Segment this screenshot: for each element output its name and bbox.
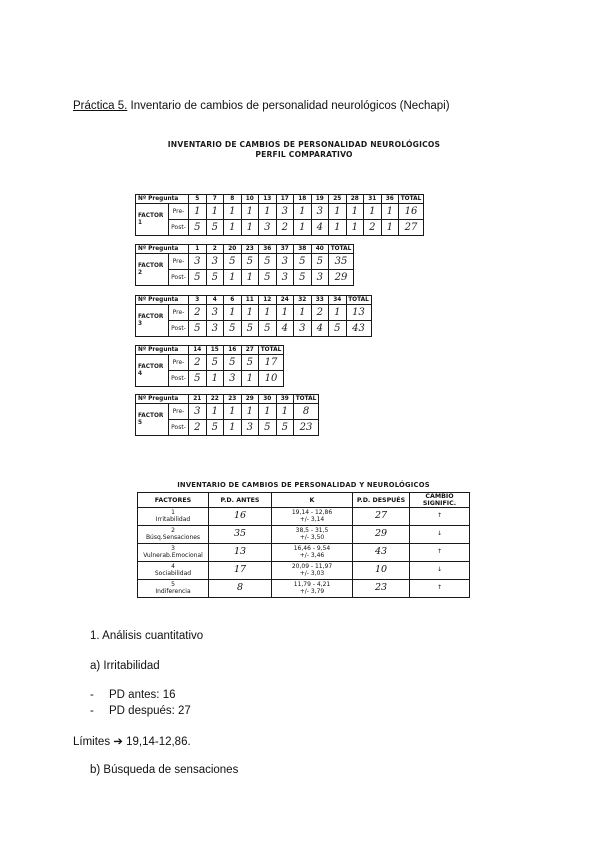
question-number: 7 (206, 195, 224, 204)
factor-cell (138, 508, 209, 526)
k-range: 16,46 - 9,54 (293, 545, 331, 552)
pre-score: 5 (241, 254, 259, 270)
post-score: 1 (206, 371, 224, 387)
question-number: 23 (224, 395, 242, 404)
pd-antes-cell: 35 (209, 526, 272, 544)
post-label: Post- (169, 270, 189, 286)
factor-cell (138, 544, 209, 562)
post-label: Post- (169, 220, 189, 236)
post-score: 1 (381, 220, 399, 236)
question-number: 13 (259, 195, 277, 204)
post-score: 1 (346, 220, 364, 236)
post-score: 3 (311, 270, 329, 286)
factor-number: 2 (171, 527, 175, 534)
total-pre: 13 (346, 305, 371, 321)
factor-cell (138, 526, 209, 544)
question-number: 34 (329, 296, 347, 305)
pre-score: 3 (276, 204, 294, 220)
pre-score: 1 (206, 204, 224, 220)
question-number: 18 (294, 195, 312, 204)
pre-score: 1 (189, 204, 207, 220)
pre-score: 1 (294, 305, 312, 321)
k-margin: +/- 3,46 (299, 551, 325, 559)
summary-row (138, 580, 470, 598)
k-range: 19,14 - 12,86 (291, 509, 333, 516)
post-score: 3 (224, 371, 242, 387)
pd-antes-cell: 8 (209, 580, 272, 598)
change-arrow-icon: ↑ (410, 580, 470, 598)
question-number-label: Nº Pregunta (136, 296, 189, 305)
post-score: 2 (189, 420, 207, 436)
factor-cell (138, 580, 209, 598)
total-post: 27 (399, 220, 424, 236)
question-number: 32 (294, 296, 312, 305)
pd-antes-cell: 16 (209, 508, 272, 526)
k-range: 11,79 - 4,21 (293, 581, 331, 588)
question-number: 38 (294, 245, 312, 254)
pre-label: Pre- (169, 204, 189, 220)
factor-label: FACTOR 2 (136, 254, 169, 286)
pre-score: 2 (189, 305, 207, 321)
subsection-sensation-seeking: b) Búsqueda de sensaciones (90, 764, 239, 776)
factor-table (135, 194, 424, 236)
total-pre: 35 (329, 254, 354, 270)
pd-despues-cell: 23 (353, 580, 410, 598)
post-score: 5 (189, 371, 207, 387)
question-number: 37 (276, 245, 294, 254)
post-score: 5 (294, 270, 312, 286)
post-score: 5 (206, 220, 224, 236)
question-number: 24 (276, 296, 294, 305)
post-score: 4 (311, 220, 329, 236)
post-score: 3 (294, 321, 312, 337)
scanned-profile-image (119, 126, 489, 440)
post-score: 1 (241, 220, 259, 236)
question-number: 23 (241, 245, 259, 254)
question-number-label: Nº Pregunta (136, 195, 189, 204)
total-label: TOTAL (259, 346, 284, 355)
question-number: 2 (206, 245, 224, 254)
total-label: TOTAL (346, 296, 371, 305)
pre-score: 5 (224, 254, 242, 270)
post-score: 1 (241, 371, 259, 387)
pd-before-text: PD antes: 16 (109, 689, 176, 701)
col-header-cambio: CAMBIO SIGNIFIC. (410, 493, 470, 508)
change-arrow-icon: ↑ (410, 544, 470, 562)
question-number: 19 (311, 195, 329, 204)
factor-number: 3 (171, 545, 175, 552)
question-number: 8 (224, 195, 242, 204)
list-item: - PD después: 27 (90, 705, 191, 717)
total-pre: 17 (259, 355, 284, 371)
post-label: Post- (169, 371, 189, 387)
scan-summary-title: INVENTARIO DE CAMBIOS DE PERSONALIDAD Y NEUROLÓGICOS (177, 481, 430, 489)
pre-score: 1 (224, 204, 242, 220)
pre-score: 1 (276, 404, 294, 420)
k-margin: +/- 3,50 (299, 533, 325, 541)
pre-score: 1 (276, 305, 294, 321)
summary-table (137, 492, 470, 598)
post-score: 1 (241, 270, 259, 286)
pre-score: 1 (259, 305, 277, 321)
question-number-label: Nº Pregunta (136, 346, 189, 355)
total-pre: 8 (294, 404, 319, 420)
question-number-label: Nº Pregunta (136, 395, 189, 404)
pre-score: 1 (259, 204, 277, 220)
post-score: 2 (364, 220, 382, 236)
pre-score: 1 (241, 404, 259, 420)
question-number-label: Nº Pregunta (136, 245, 189, 254)
post-score: 1 (224, 420, 242, 436)
question-number: 40 (311, 245, 329, 254)
post-score: 5 (329, 321, 347, 337)
factor-label: FACTOR 4 (136, 355, 169, 387)
col-header-pd-despues: P.D. DESPUÉS (353, 493, 410, 508)
pd-after-text: PD después: 27 (109, 705, 191, 717)
post-score: 5 (189, 321, 207, 337)
question-number: 25 (329, 195, 347, 204)
question-number: 31 (364, 195, 382, 204)
factor-number: 4 (171, 563, 175, 570)
factor-table (135, 244, 354, 286)
factor-table (135, 295, 372, 337)
k-cell (272, 508, 353, 526)
pre-score: 1 (329, 204, 347, 220)
practice-heading (73, 100, 450, 112)
total-pre: 16 (399, 204, 424, 220)
pre-score: 3 (311, 204, 329, 220)
question-number: 3 (189, 296, 207, 305)
summary-row (138, 508, 470, 526)
factor-name: Irritabilidad (155, 515, 191, 523)
question-number: 39 (276, 395, 294, 404)
pre-score: 5 (311, 254, 329, 270)
factor-label: FACTOR 3 (136, 305, 169, 337)
pre-score: 5 (206, 355, 224, 371)
pre-score: 2 (311, 305, 329, 321)
pd-antes-cell: 13 (209, 544, 272, 562)
post-label: Post- (169, 321, 189, 337)
pre-score: 2 (189, 355, 207, 371)
question-number: 17 (276, 195, 294, 204)
list-item: - PD antes: 16 (90, 689, 176, 701)
pd-despues-cell: 29 (353, 526, 410, 544)
col-header-factores: FACTORES (138, 493, 209, 508)
post-score: 5 (259, 270, 277, 286)
pd-despues-cell: 10 (353, 562, 410, 580)
k-cell (272, 526, 353, 544)
factor-name: Vulnerab.Emocional (143, 551, 203, 559)
pre-score: 3 (189, 254, 207, 270)
factor-name: Búsq.Sensaciones (145, 533, 201, 541)
question-number: 20 (224, 245, 242, 254)
subsection-irritability: a) Irritabilidad (90, 660, 160, 672)
post-score: 5 (189, 270, 207, 286)
post-label: Post- (169, 420, 189, 436)
pre-score: 1 (241, 204, 259, 220)
post-score: 5 (276, 420, 294, 436)
post-score: 3 (276, 270, 294, 286)
post-score: 5 (224, 321, 242, 337)
factor-name: Indiferencia (155, 587, 191, 595)
summary-row (138, 544, 470, 562)
post-score: 2 (276, 220, 294, 236)
post-score: 5 (259, 321, 277, 337)
practice-title: Inventario de cambios de personalidad neurológicos (Nechapi) (130, 100, 450, 112)
post-score: 5 (206, 270, 224, 286)
question-number: 4 (206, 296, 224, 305)
post-score: 5 (241, 321, 259, 337)
pre-label: Pre- (169, 305, 189, 321)
factor-name: Sociabilidad (154, 569, 192, 577)
change-arrow-icon: ↑ (410, 508, 470, 526)
factor-label: FACTOR 1 (136, 204, 169, 236)
question-number: 21 (189, 395, 207, 404)
factor-number: 5 (171, 581, 175, 588)
question-number: 16 (224, 346, 242, 355)
factor-cell (138, 562, 209, 580)
question-number: 36 (259, 245, 277, 254)
scan-title-2: PERFIL COMPARATIVO (255, 150, 353, 159)
k-margin: +/- 3,14 (299, 515, 325, 523)
change-arrow-icon: ↓ (410, 562, 470, 580)
pre-score: 5 (224, 355, 242, 371)
total-post: 23 (294, 420, 319, 436)
factor-table (135, 394, 319, 436)
scan-title-1: INVENTARIO DE CAMBIOS DE PERSONALIDAD NEUROLÓGICOS (167, 140, 441, 149)
question-number: 27 (241, 346, 259, 355)
post-score: 5 (259, 420, 277, 436)
pre-score: 1 (206, 404, 224, 420)
question-number: 10 (241, 195, 259, 204)
practice-number: Práctica 5. (73, 100, 128, 112)
summary-row (138, 562, 470, 580)
pre-score: 3 (206, 305, 224, 321)
scanned-summary-image (131, 463, 476, 606)
section-quantitative-analysis: 1. Análisis cuantitativo (90, 630, 204, 642)
pre-score: 3 (189, 404, 207, 420)
total-label: TOTAL (294, 395, 319, 404)
pre-score: 5 (294, 254, 312, 270)
total-post: 29 (329, 270, 354, 286)
pre-score: 1 (329, 305, 347, 321)
k-cell (272, 562, 353, 580)
pd-despues-cell: 27 (353, 508, 410, 526)
question-number: 14 (189, 346, 207, 355)
question-number: 28 (346, 195, 364, 204)
post-score: 4 (276, 321, 294, 337)
total-post: 43 (346, 321, 371, 337)
factor-number: 1 (171, 509, 175, 516)
post-score: 1 (224, 220, 242, 236)
total-label: TOTAL (399, 195, 424, 204)
k-margin: +/- 3,79 (299, 587, 325, 595)
question-number: 22 (206, 395, 224, 404)
pre-score: 5 (241, 355, 259, 371)
change-arrow-icon: ↓ (410, 526, 470, 544)
pre-score: 3 (206, 254, 224, 270)
question-number: 36 (381, 195, 399, 204)
pd-antes-cell: 17 (209, 562, 272, 580)
pre-score: 1 (259, 404, 277, 420)
pre-score: 1 (224, 404, 242, 420)
question-number: 6 (224, 296, 242, 305)
summary-row (138, 526, 470, 544)
factor-table (135, 345, 284, 387)
post-score: 4 (311, 321, 329, 337)
total-label: TOTAL (329, 245, 354, 254)
pre-label: Pre- (169, 355, 189, 371)
pre-score: 1 (294, 204, 312, 220)
k-margin: +/- 3,03 (299, 569, 325, 577)
question-number: 5 (189, 195, 207, 204)
limits-text: Límites ➔ 19,14-12,86. (73, 736, 191, 748)
col-header-pd-antes: P.D. ANTES (209, 493, 272, 508)
question-number: 30 (259, 395, 277, 404)
factor-label: FACTOR 5 (136, 404, 169, 436)
pre-score: 1 (381, 204, 399, 220)
pre-score: 3 (276, 254, 294, 270)
pre-label: Pre- (169, 254, 189, 270)
post-score: 1 (329, 220, 347, 236)
post-score: 1 (294, 220, 312, 236)
post-score: 1 (224, 270, 242, 286)
k-cell (272, 544, 353, 562)
pre-score: 5 (259, 254, 277, 270)
total-post: 10 (259, 371, 284, 387)
post-score: 3 (206, 321, 224, 337)
col-header-k: K (272, 493, 353, 508)
pre-score: 1 (224, 305, 242, 321)
pre-label: Pre- (169, 404, 189, 420)
post-score: 3 (259, 220, 277, 236)
question-number: 29 (241, 395, 259, 404)
post-score: 5 (189, 220, 207, 236)
pre-score: 1 (364, 204, 382, 220)
post-score: 5 (206, 420, 224, 436)
pd-despues-cell: 43 (353, 544, 410, 562)
k-range: 20,09 - 11,97 (291, 563, 333, 570)
pre-score: 1 (241, 305, 259, 321)
question-number: 11 (241, 296, 259, 305)
k-range: 38,5 - 31,5 (295, 527, 329, 534)
question-number: 33 (311, 296, 329, 305)
k-cell (272, 580, 353, 598)
post-score: 3 (241, 420, 259, 436)
question-number: 15 (206, 346, 224, 355)
pre-score: 1 (346, 204, 364, 220)
question-number: 1 (189, 245, 207, 254)
question-number: 12 (259, 296, 277, 305)
